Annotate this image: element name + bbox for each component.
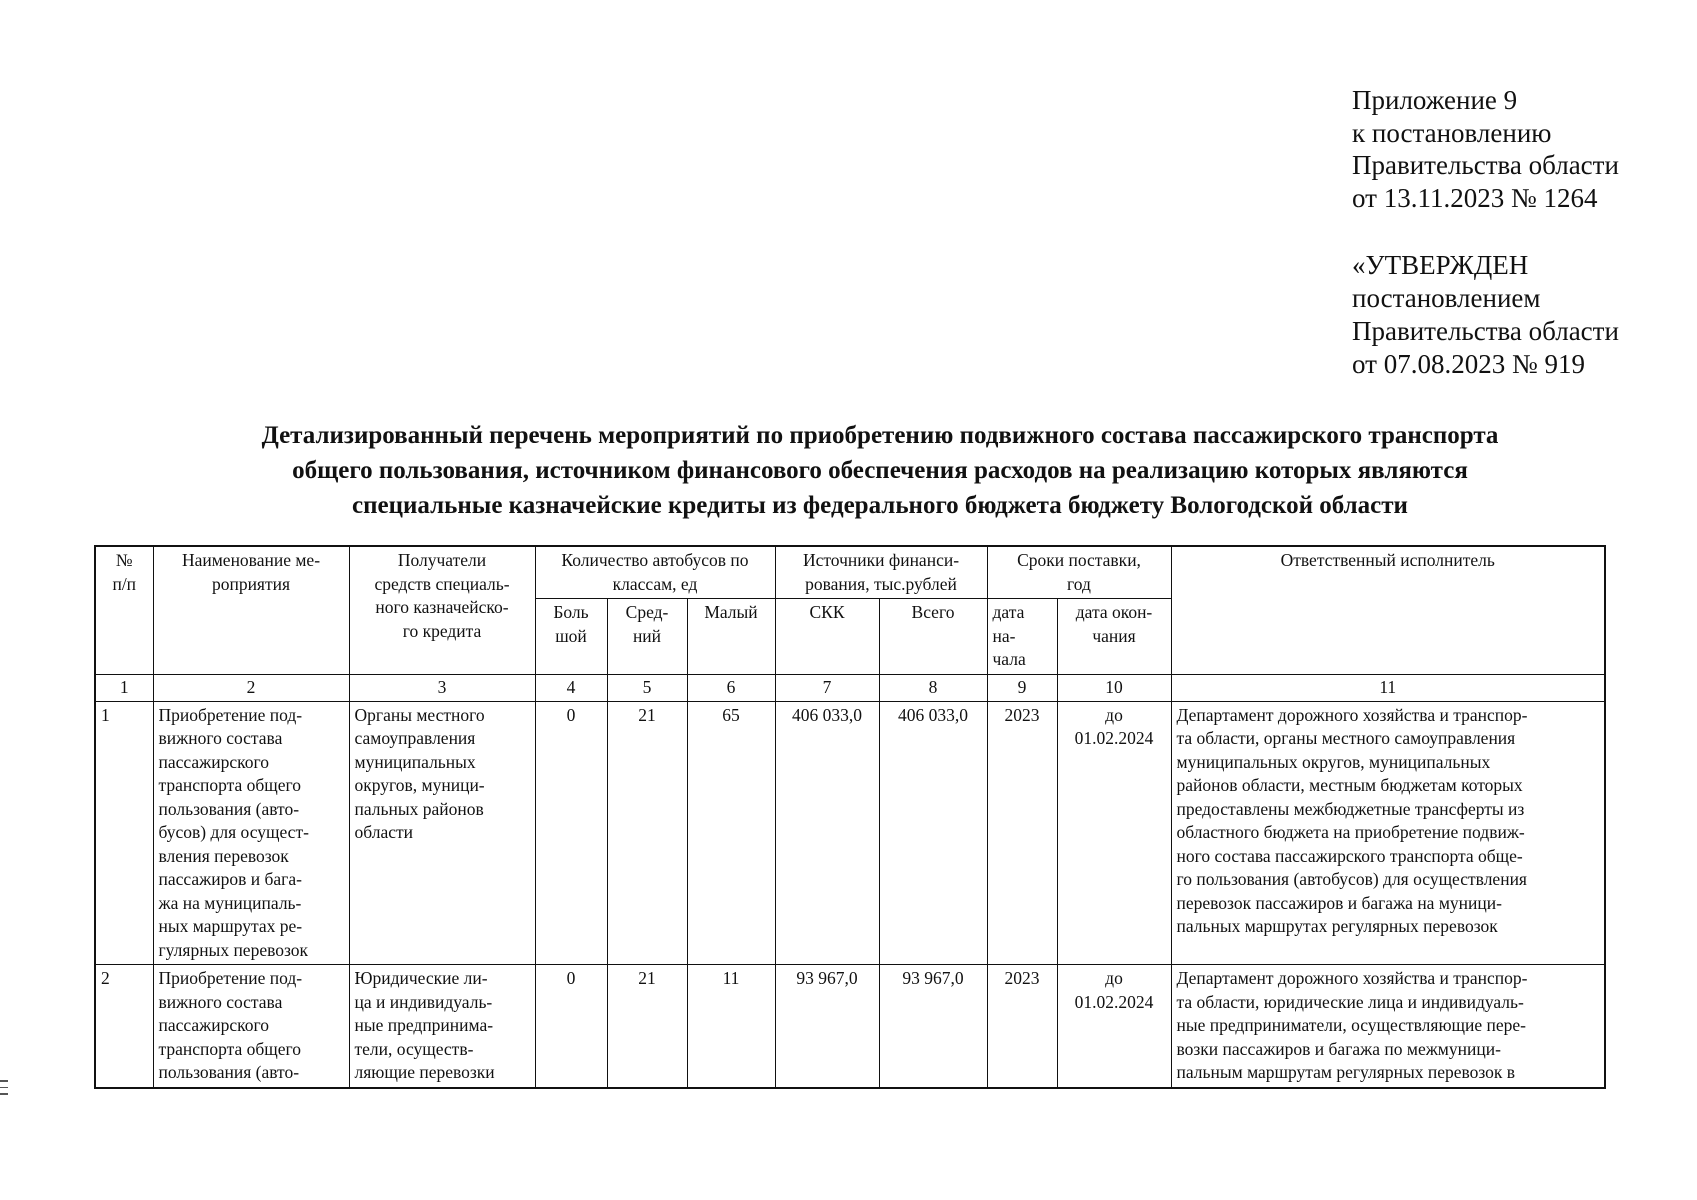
row-recipients: Органы местного самоуправления муниципальных округов, муници- пальных районов области — [349, 701, 535, 965]
scan-edge-mark — [0, 1080, 8, 1100]
column-number: 3 — [349, 674, 535, 701]
row-executor: Департамент дорожного хозяйства и транспор- та области, органы местного самоуправления муниципальных округов, муниципальных районов области, местным бюджетам которых предоставлены межбюджетные трансферты из областного бюджета на приобретение подвиж- ного состава пассажирского транспорта обще- го пользования (автобусов) для осуществления перевозок пассажиров и багажа на муници- пальных маршрутах регулярных перевозок — [1171, 701, 1605, 965]
header-total: Всего — [879, 599, 987, 675]
row-medium: 21 — [607, 965, 687, 1088]
approved-block — [1352, 249, 1619, 381]
row-end: до 01.02.2024 — [1057, 701, 1171, 965]
row-executor: Департамент дорожного хозяйства и транспор- та области, юридические лица и индивидуаль- ные предприниматели, осуществляющие пере- возки пассажиров и багажа по межмуници- пальным маршрутам регулярных перевозок в — [1171, 965, 1605, 1088]
table-row — [95, 701, 1605, 965]
header-terms: Сроки поставки, год — [987, 546, 1171, 599]
row-total: 406 033,0 — [879, 701, 987, 965]
row-small: 65 — [687, 701, 775, 965]
document-title — [150, 418, 1610, 523]
row-medium: 21 — [607, 701, 687, 965]
header-big: Боль шой — [535, 599, 607, 675]
row-name: Приобретение под- вижного состава пассажирского транспорта общего пользования (авто- — [153, 965, 349, 1088]
annex-line: к постановлению — [1352, 117, 1552, 148]
row-start: 2023 — [987, 965, 1057, 1088]
column-number: 8 — [879, 674, 987, 701]
column-number: 2 — [153, 674, 349, 701]
title-line: Детализированный перечень мероприятий по приобретению подвижного состава пассажирского транспорта — [261, 422, 1499, 449]
header-skk: СКК — [775, 599, 879, 675]
title-line: общего пользования, источником финансового обеспечения расходов на реализацию которых являются — [292, 457, 1468, 484]
row-start: 2023 — [987, 701, 1057, 965]
header-name: Наименование ме- роприятия — [153, 546, 349, 674]
column-number: 7 — [775, 674, 879, 701]
approved-line: «УТВЕРЖДЕН — [1352, 250, 1529, 280]
header-sources: Источники финанси- рования, тыс.рублей — [775, 546, 987, 599]
row-end: до 01.02.2024 — [1057, 965, 1171, 1088]
header-num: № п/п — [95, 546, 153, 674]
row-total: 93 967,0 — [879, 965, 987, 1088]
annex-line: от 13.11.2023 № 1264 — [1352, 182, 1598, 213]
header-row — [95, 546, 1605, 599]
row-name: Приобретение под- вижного состава пассажирского транспорта общего пользования (авто- бусов) для осущест- вления перевозок пассажиров и бага- жа на муниципаль- ных маршрутах ре- гулярных перевозок — [153, 701, 349, 965]
row-recipients: Юридические ли- ца и индивидуаль- ные предпринима- тели, осуществ- ляющие перевозки — [349, 965, 535, 1088]
approved-line: постановлением — [1352, 283, 1541, 313]
measures-table — [94, 545, 1606, 1089]
row-num: 1 — [95, 701, 153, 965]
approved-line: от 07.08.2023 № 919 — [1352, 349, 1585, 379]
header-small: Малый — [687, 599, 775, 675]
column-number: 10 — [1057, 674, 1171, 701]
row-skk: 93 967,0 — [775, 965, 879, 1088]
column-number: 4 — [535, 674, 607, 701]
column-number: 6 — [687, 674, 775, 701]
approved-line: Правительства области — [1352, 316, 1619, 346]
header-end: дата окон- чания — [1057, 599, 1171, 675]
header-medium: Сред- ний — [607, 599, 687, 675]
title-line: специальные казначейские кредиты из федерального бюджета бюджету Вологодской области — [352, 492, 1408, 519]
annex-line: Правительства области — [1352, 150, 1619, 180]
row-small: 11 — [687, 965, 775, 1088]
column-number: 11 — [1171, 674, 1605, 701]
row-big: 0 — [535, 965, 607, 1088]
table-row — [95, 965, 1605, 1088]
header-start: дата на- чала — [987, 599, 1057, 675]
row-num: 2 — [95, 965, 153, 1088]
row-skk: 406 033,0 — [775, 701, 879, 965]
header-buses: Количество автобусов по классам, ед — [535, 546, 775, 599]
column-number-row — [95, 674, 1605, 701]
header-recipients: Получатели средств специаль- ного казначейско- го кредита — [349, 546, 535, 674]
column-number: 1 — [95, 674, 153, 701]
annex-line: Приложение 9 — [1352, 85, 1518, 115]
row-big: 0 — [535, 701, 607, 965]
annex-block — [1352, 84, 1619, 214]
column-number: 9 — [987, 674, 1057, 701]
header-executor: Ответственный исполнитель — [1171, 546, 1605, 674]
column-number: 5 — [607, 674, 687, 701]
